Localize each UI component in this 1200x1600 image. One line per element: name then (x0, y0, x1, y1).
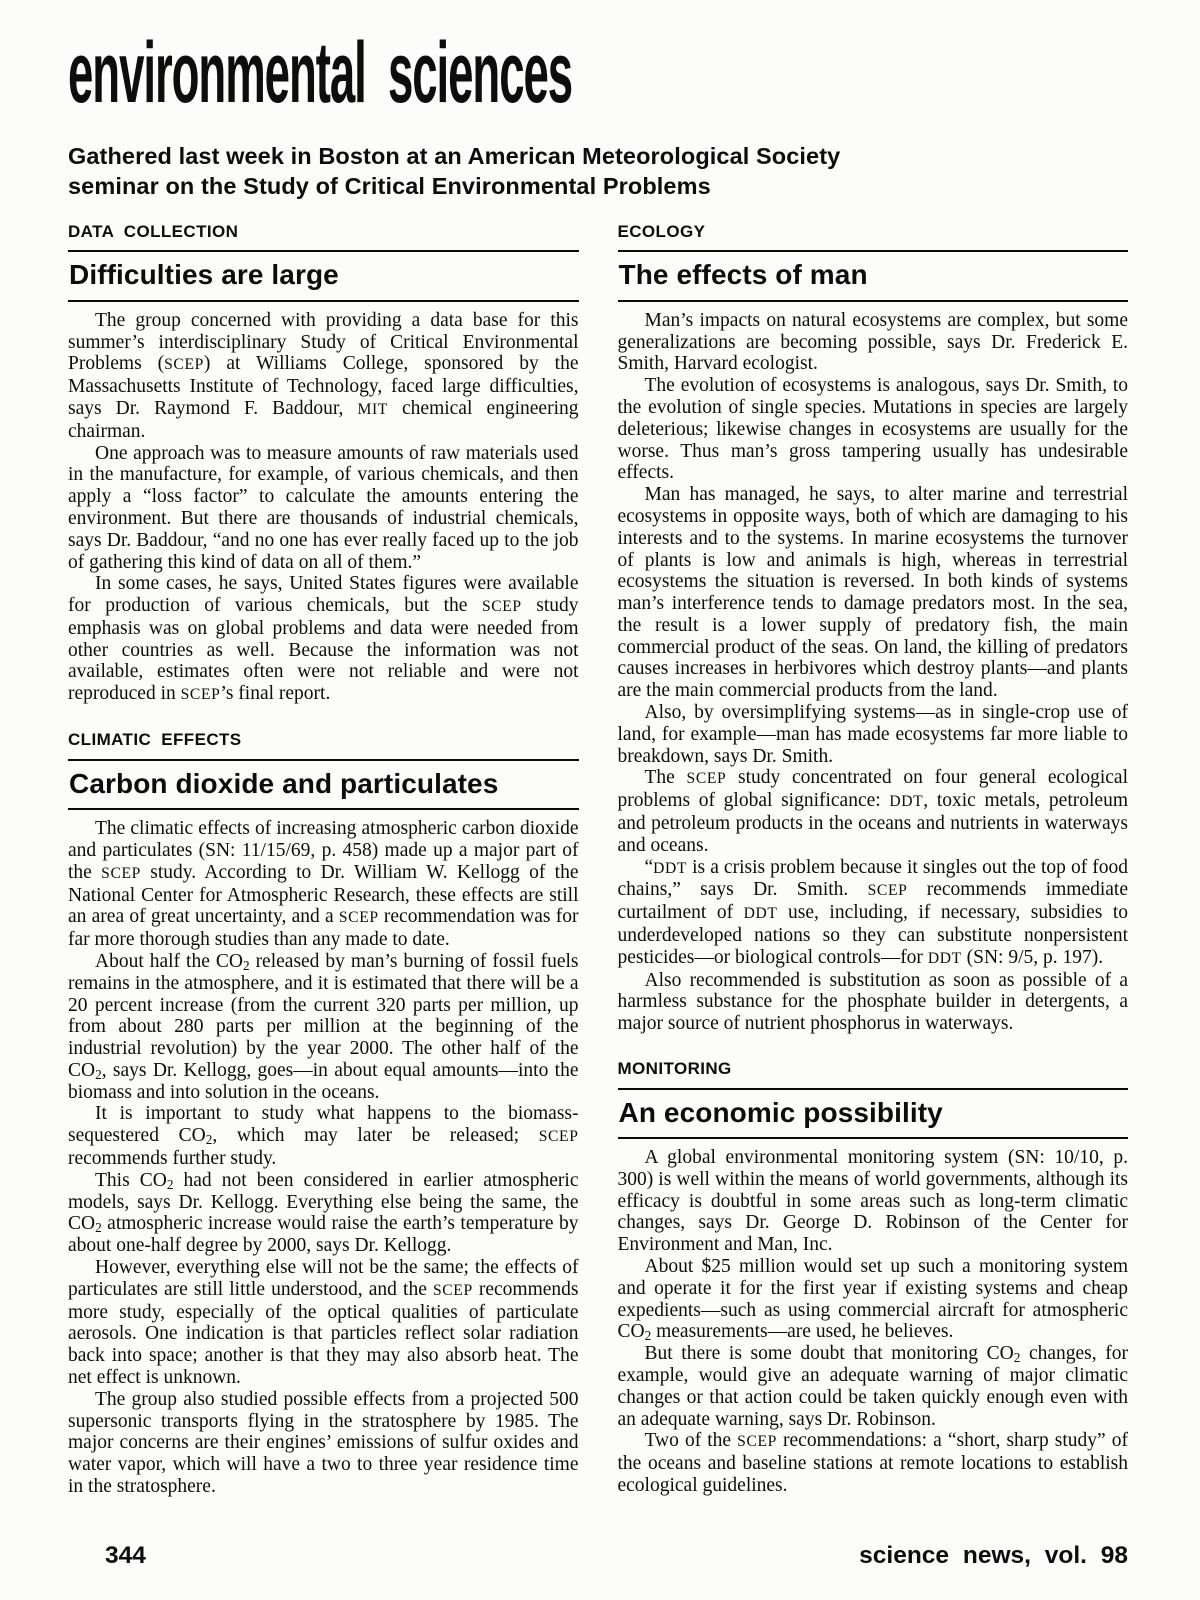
divider-rule (68, 759, 579, 761)
page-footer (68, 1538, 1128, 1570)
article-section (68, 223, 579, 706)
article-headline: Difficulties are large (69, 259, 339, 291)
paragraph: Two of the SCEP recommendations: a “short, sharp study” of the oceans and baseline stations at remote locations to establish ecological guidelines. (617, 1430, 1128, 1497)
paragraph: It is important to study what happens to the biomass-sequestered $CO_2$, which may later be released; SCEP recommends further study. (68, 1103, 579, 1170)
paragraph: One approach was to measure amounts of raw materials used in the manufacture, for example, of various chemicals, and then apply a “loss factor” to calculate the amounts entering the environment. But there are thousands of industrial chemicals, says Dr. Baddour, “and no one has ever really faced up to the job of gathering this kind of data on all of them.” (68, 442, 579, 573)
divider-rule (618, 1088, 1129, 1090)
paragraph: Man’s impacts on natural ecosystems are complex, but some generalizations are becoming possible, says Dr. Frederick E. Smith, Harvard ecologist. (617, 309, 1128, 375)
journal-name: science news, vol. 98 (859, 1542, 1128, 1569)
deck-line-2: seminar on the Study of Critical Environmental Problems (68, 172, 711, 199)
paragraph: About half the $CO_2$ released by man’s burning of fossil fuels remains in the atmosphere, and it is estimated that there will be a 20 percent increase (from the current 320 parts per million, up from about 280 parts per million at the beginning of the industrial revolution) by the year 2000. The other half of the $CO_2$, says Dr. Kellogg, goes—in about equal amounts—into the biomass and into solution in the oceans. (68, 950, 579, 1103)
article-headline: An economic possibility (618, 1096, 943, 1128)
divider-rule (68, 808, 579, 810)
article-body (68, 818, 579, 1498)
section-kicker: ECOLOGY (617, 221, 706, 241)
paragraph: This $CO_2$ had not been considered in earlier atmospheric models, says Dr. Kellogg. Everything else being the same, the $CO_2$ atmospheric increase would raise the earth’s temperature by about one-half degree by 2000, says Dr. Kellogg. (68, 1169, 579, 1257)
right-column (618, 223, 1129, 1498)
article-headline: The effects of man (618, 259, 868, 291)
paragraph: In some cases, he says, United States figures were available for production of various chemicals, but the SCEP study emphasis was on global problems and data were needed from other countries as well. Because the information was not available, estimates often were not reliable and were not reproduced in SCEP’s final report. (68, 573, 579, 705)
section-kicker: MONITORING (617, 1059, 732, 1079)
divider-rule (618, 1137, 1129, 1139)
divider-rule (618, 300, 1129, 302)
paragraph: The group also studied possible effects from a projected 500 supersonic transports flying in the stratosphere by 1985. The major concerns are their engines’ emissions of sulfur oxides and water vapor, which will have a two to three year residence time in the stratosphere. (68, 1388, 579, 1498)
section-kicker: CLIMATIC EFFECTS (68, 730, 242, 750)
divider-rule (68, 250, 579, 252)
paragraph: But there is some doubt that monitoring $CO_2$ changes, for example, would give an adequate warning of major climatic changes or that action could be taken quickly enough even with an adequate warning, says Dr. Robinson. (617, 1343, 1128, 1430)
divider-rule (618, 250, 1129, 252)
paragraph: About $25 million would set up such a monitoring system and operate it for the first year if existing systems and cheap expedients—such as using commercial aircraft for atmospheric $CO_2$ measurements—are used, he believes. (617, 1256, 1128, 1344)
deck-line-1: Gathered last week in Boston at an American Meteorological Society (68, 143, 841, 169)
deck (68, 142, 1128, 202)
paragraph: Also recommended is substitution as soon as possible of a harmless substance for the phosphate builder in detergents, a major source of nutrient phosphorus in waterways. (617, 969, 1128, 1035)
page-title-text: environmental sciences (68, 25, 573, 121)
page-title (68, 25, 1128, 121)
column-layout (68, 223, 1128, 1498)
paragraph: Also, by oversimplifying systems—as in single-crop use of land, for example—man has made ecosystems far more liable to breakdown, says Dr. Smith. (617, 702, 1128, 767)
paragraph: The group concerned with providing a data base for this summer’s interdisciplinary Study of Critical Environmental Problems (SCEP) at Williams College, sponsored by the Massachusetts Institute of Technology, faced large difficulties, says Dr. Raymond F. Baddour, MIT chemical engineering chairman. (68, 309, 579, 442)
paragraph: The climatic effects of increasing atmospheric carbon dioxide and particulates (SN: 11/15/69, p. 458) made up a major part of the SCEP study. According to Dr. William W. Kellogg of the National Center for Atmospheric Research, these effects are still an area of great uncertainty, and a SCEP recommendation was for far more thorough studies than any made to date. (68, 818, 579, 951)
paragraph: However, everything else will not be the same; the effects of particulates are still little understood, and the SCEP recommends more study, especially of the optical qualities of particulate aerosols. One indication is that particles reflect solar radiation back into space; another is that they may also absorb heat. The net effect is unknown. (68, 1257, 579, 1389)
paragraph: The SCEP study concentrated on four general ecological problems of global significance: DDT, toxic metals, petroleum and petroleum products in the oceans and nutrients in waterways and oceans. (617, 767, 1128, 856)
article-body (618, 310, 1129, 1035)
left-column (68, 223, 579, 1498)
paragraph: Man has managed, he says, to alter marine and terrestrial ecosystems in opposite ways, both of which are damaging to his interests and to the systems. In marine ecosystems the turnover of plants is low and animals is high, whereas in terrestrial ecosystems the situation is reversed. In both kinds of systems man’s interference tends to damage predators most. In the sea, the result is a lower supply of predatory fish, the main commercial product of the seas. On land, the killing of predators causes increases in herbivores which destroy plants—and plants are the main commercial products from the land. (617, 484, 1128, 702)
paragraph: A global environmental monitoring system (SN: 10/10, p. 300) is well within the means of world governments, although its efficacy is doubtful in some areas such as long-term climatic changes, says Dr. George D. Robinson of the Center for Environment and Man, Inc. (617, 1147, 1128, 1256)
page-number: 344 (105, 1542, 146, 1569)
article-section (68, 731, 579, 1498)
article-body (68, 310, 579, 706)
divider-rule (68, 300, 579, 302)
article-body (618, 1147, 1129, 1497)
article-section (618, 223, 1129, 1035)
article-section (618, 1060, 1129, 1497)
section-kicker: DATA COLLECTION (68, 221, 239, 241)
paragraph: The evolution of ecosystems is analogous, says Dr. Smith, to the evolution of single species. Mutations in species are largely deleterious; likewise changes in ecosystems are usually for the worse. Thus man’s gross tampering usually has undesirable effects. (617, 375, 1128, 484)
article-headline: Carbon dioxide and particulates (69, 767, 499, 799)
paragraph: “DDT is a crisis problem because it singles out the top of food chains,” says Dr. Smith. SCEP recommends immediate curtailment of DDT use, including, if necessary, subsidies to underdeveloped nations so they can substitute nonpersistent pesticides—or biological controls—for DDT (SN: 9/5, p. 197). (617, 856, 1129, 968)
